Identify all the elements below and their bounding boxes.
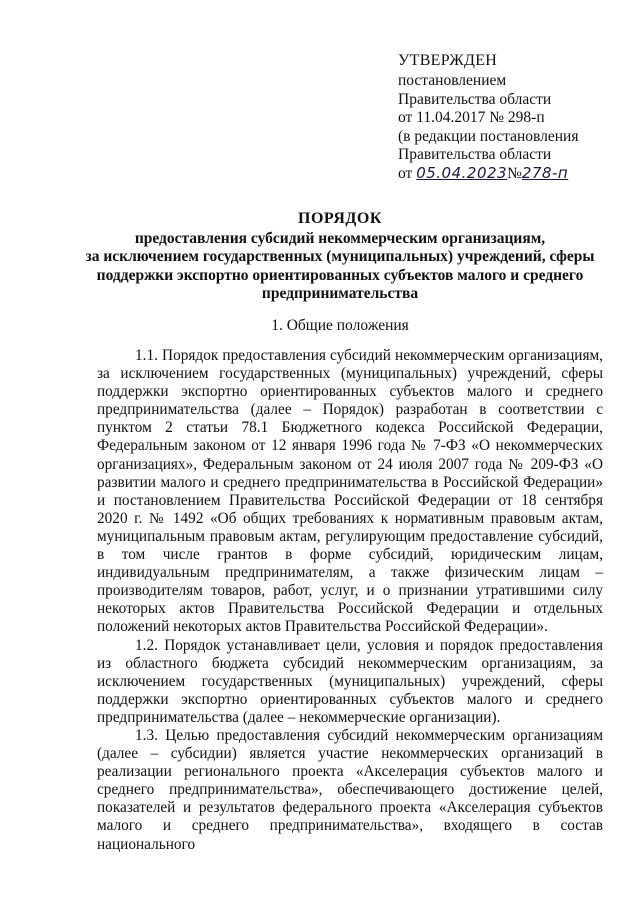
document-title-block <box>60 210 620 303</box>
approval-date-line <box>398 164 628 183</box>
approval-title: УТВЕРЖДЕН <box>398 52 498 69</box>
approval-line-2: Правительства области <box>398 90 552 108</box>
document-body <box>97 347 603 854</box>
approval-line-1: постановлением <box>398 72 507 90</box>
document-subtitle-line-2: за исключением государственных (муниципальных) учреждений, сферы <box>85 248 595 266</box>
paragraph-1-1: 1.1. Порядок предоставления субсидий некоммерческим организациям, за исключением государственных (муниципальных) учреждений, сферы поддержки экспортно ориентированных субъектов малого и среднего предпринимательства (далее – Порядок) разработан в соответствии с пунктом 2 статьи 78.1 Бюджетного кодекса Российской Федерации, Федеральным законом от 12 января 1996 года № 7-ФЗ «О некоммерческих организациях», Федеральным законом от 24 июля 2007 года № 209-ФЗ «О развитии малого и среднего предпринимательства в Российской Федерации» и постановлением Правительства Российской Федерации от 18 сентября 2020 г. № 1492 «Об общих требованиях к нормативным правовым актам, муниципальным правовым актам, регулирующим предоставление субсидий, в том числе грантов в форме субсидий, юридическим лицам, индивидуальным предпринимателям, а также физическим лицам – производителям товаров, работ, услуг, и о признании утратившими силу некоторых актов Правительства Российской Федерации и отдельных положений некоторых актов Правительства Российской Федерации». <box>97 347 603 636</box>
document-subtitle-line-3: поддержки экспортно ориентированных субъектов малого и среднего <box>96 266 584 284</box>
document-subtitle-line-1: предоставления субсидий некоммерческим организациям, <box>134 230 546 248</box>
handwritten-number: 278-п <box>521 164 569 183</box>
section-heading: 1. Общие положения <box>271 317 409 334</box>
approval-line-3: от 11.04.2017 № 298-п <box>398 109 545 127</box>
paragraph-1-3: 1.3. Целью предоставления субсидий некоммерческим организациям (далее – субсидии) является участие некоммерческих организаций в реализации регионального проекта «Акселерация субъектов малого и среднего предпринимательства», обеспечивающего достижение целей, показателей и результатов федерального проекта «Акселерация субъектов малого и среднего предпринимательства», входящего в состав национального <box>97 726 603 853</box>
document-subtitle-line-4: предпринимательства <box>261 284 419 302</box>
approval-line-4: (в редакции постановления <box>398 127 579 145</box>
handwritten-date: 05.04.2023 <box>416 164 508 183</box>
approval-number-sign: № <box>507 165 522 183</box>
approval-date-prefix: от <box>398 165 417 183</box>
approval-stamp-block <box>398 52 628 184</box>
approval-line-5: Правительства области <box>398 146 552 164</box>
document-heading: ПОРЯДОК <box>298 210 382 227</box>
paragraph-1-2: 1.2. Порядок устанавливает цели, условия и порядок предоставления из областного бюджета субсидий некоммерческим организациям, за исключением государственных (муниципальных) учреждений, сферы поддержки экспортно ориентированных субъектов малого и среднего предпринимательства (далее – некоммерческие организации). <box>97 636 603 726</box>
